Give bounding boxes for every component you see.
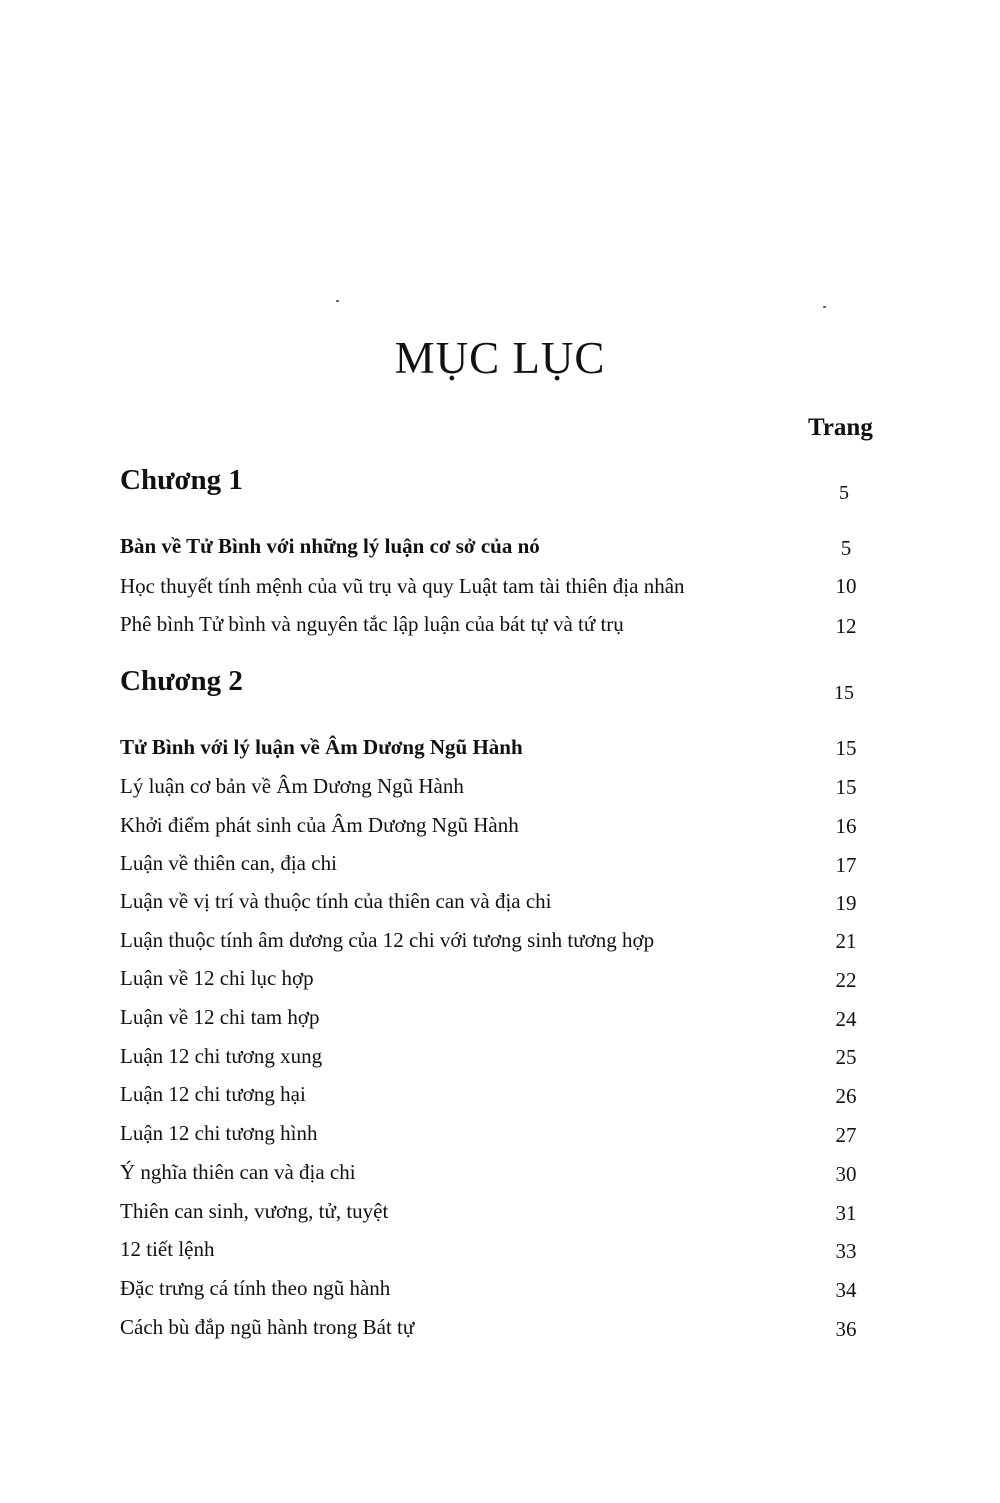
toc-entry-page: 15 bbox=[835, 775, 857, 799]
toc-entry: 12 tiết lệnh bbox=[120, 1237, 215, 1261]
toc-entry: Học thuyết tính mệnh của vũ trụ và quy Luật tam tài thiên địa nhân bbox=[120, 574, 685, 598]
toc-entry: Phê bình Tử bình và nguyên tắc lập luận của bát tự và tứ trụ bbox=[120, 612, 624, 636]
toc-entry-page: 30 bbox=[835, 1162, 857, 1186]
scan-speck bbox=[823, 306, 826, 308]
toc-entry: Thiên can sinh, vương, tử, tuyệt bbox=[120, 1199, 389, 1223]
toc-entry: Cách bù đắp ngũ hành trong Bát tự bbox=[120, 1315, 415, 1339]
page-title: MỤC LỤC bbox=[394, 333, 606, 383]
toc-entry-page: 16 bbox=[835, 814, 857, 838]
toc-entry-page: 26 bbox=[835, 1084, 857, 1108]
toc-entry-page: 5 bbox=[840, 536, 852, 560]
toc-entry-page: 31 bbox=[835, 1201, 857, 1225]
toc-entry: Luận 12 chi tương hình bbox=[120, 1121, 318, 1145]
toc-entry-page: 15 bbox=[835, 736, 857, 760]
scan-speck bbox=[336, 300, 339, 302]
page-column-header: Trang bbox=[808, 414, 873, 441]
toc-entry-page: 12 bbox=[835, 614, 857, 638]
toc-entry-page: 36 bbox=[835, 1317, 857, 1341]
chapter-heading: Chương 1 bbox=[120, 464, 243, 496]
toc-entry: Bàn về Tử Bình với những lý luận cơ sở của nó bbox=[120, 534, 540, 558]
toc-entry-page: 25 bbox=[835, 1045, 857, 1069]
toc-entry: Luận về 12 chi lục hợp bbox=[120, 966, 314, 990]
toc-entry-page: 17 bbox=[835, 853, 857, 877]
toc-entry: Luận 12 chi tương hại bbox=[120, 1082, 306, 1106]
toc-entry: Luận về 12 chi tam hợp bbox=[120, 1005, 320, 1029]
toc-entry-page: 33 bbox=[835, 1239, 857, 1263]
toc-entry: Ý nghĩa thiên can và địa chi bbox=[120, 1160, 356, 1184]
toc-entry: Luận thuộc tính âm dương của 12 chi với tương sinh tương hợp bbox=[120, 928, 655, 952]
chapter-page-number: 5 bbox=[839, 482, 849, 504]
toc-entry: Khởi điểm phát sinh của Âm Dương Ngũ Hành bbox=[120, 813, 519, 837]
toc-entry-page: 21 bbox=[835, 929, 857, 953]
toc-entry: Luận về vị trí và thuộc tính của thiên can và địa chi bbox=[120, 889, 552, 913]
toc-entry: Luận về thiên can, địa chi bbox=[120, 851, 337, 875]
chapter-page-number: 15 bbox=[834, 682, 854, 704]
toc-entry-page: 19 bbox=[835, 891, 857, 915]
toc-entry-page: 22 bbox=[835, 968, 857, 992]
chapter-heading: Chương 2 bbox=[120, 665, 243, 697]
toc-entry: Luận 12 chi tương xung bbox=[120, 1044, 323, 1068]
toc-entry-page: 24 bbox=[835, 1007, 857, 1031]
toc-entry: Lý luận cơ bản về Âm Dương Ngũ Hành bbox=[120, 774, 464, 798]
toc-entry: Tử Bình với lý luận về Âm Dương Ngũ Hành bbox=[120, 735, 523, 759]
toc-entry-page: 34 bbox=[835, 1278, 857, 1302]
toc-entry: Đặc trưng cá tính theo ngũ hành bbox=[120, 1276, 391, 1300]
toc-entry-page: 27 bbox=[835, 1123, 857, 1147]
toc-entry-page: 10 bbox=[835, 574, 857, 598]
